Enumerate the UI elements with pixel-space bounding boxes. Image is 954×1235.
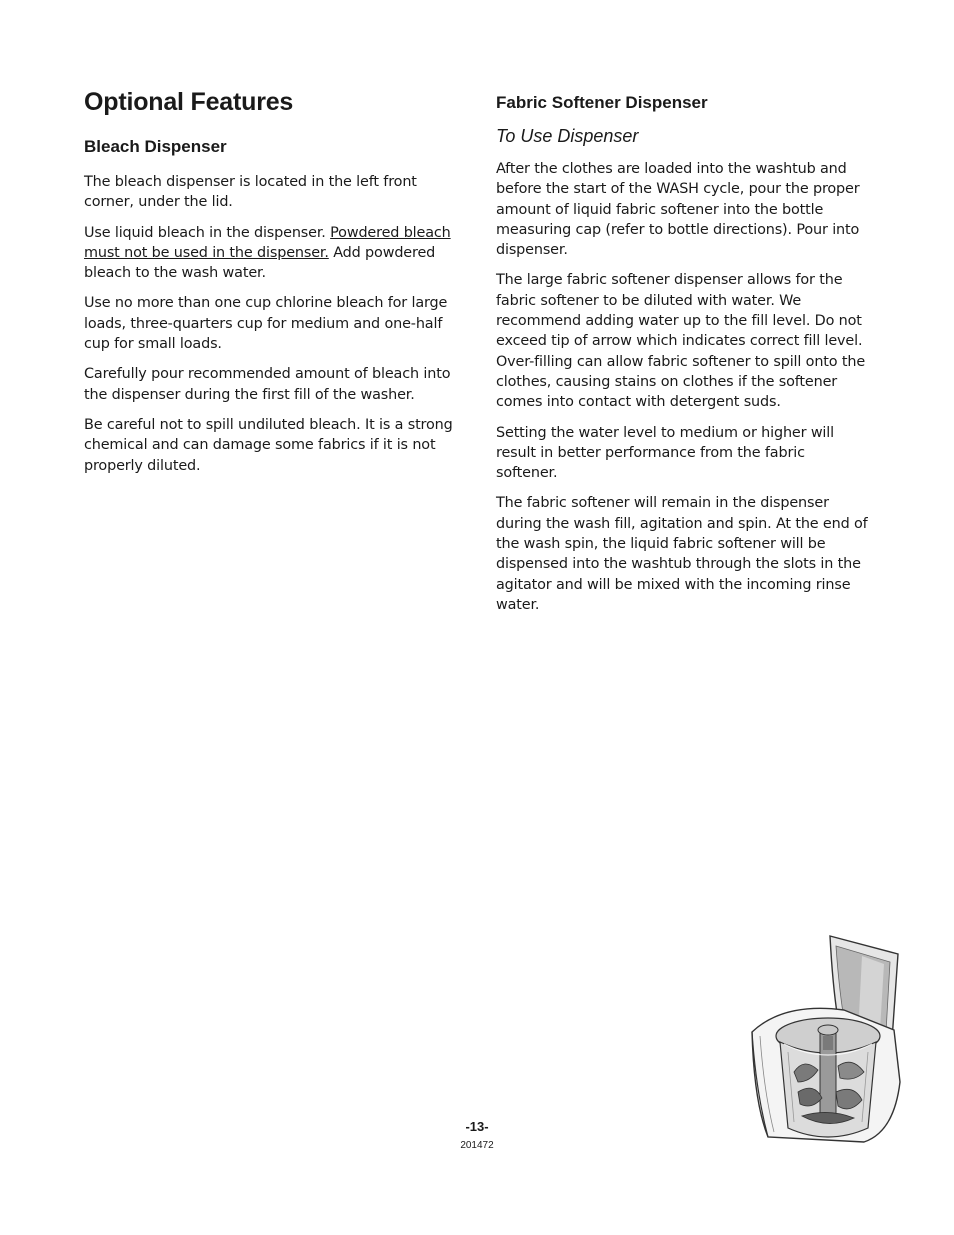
bleach-paragraph-caution: Be careful not to spill undiluted bleach. It is a strong chemical and can damage some fabrics if it is not properly diluted. [84, 416, 453, 474]
page-number: -13- [465, 1119, 489, 1134]
bleach-paragraph-pouring: Carefully pour recommended amount of bleach into the dispenser during the first fill of the washer. [84, 366, 451, 403]
bleach-paragraph-amounts: Use no more than one cup chlorine bleach for large loads, three-quarters cup for medium and one-half cup for small loads. [84, 295, 448, 353]
bleach-warning-underlined: Powdered bleach must not be used in the dispenser. [84, 224, 451, 261]
bleach-powder-text: Add powdered bleach to the wash water. [84, 244, 436, 282]
softener-paragraph-water-level: Setting the water level to medium or higher will result in better performance from the fabric softener. [496, 424, 834, 482]
washer-open-lid-icon [744, 932, 904, 1147]
bleach-dispenser-heading: Bleach Dispenser [84, 137, 227, 156]
fabric-softener-section [496, 93, 868, 625]
bleach-liquid-text: Use liquid bleach in the dispenser. [84, 224, 331, 241]
bleach-paragraph-liquid [84, 223, 456, 284]
page-title: Optional Features [84, 88, 294, 116]
bleach-paragraph-location: The bleach dispenser is located in the left front corner, under the lid. [84, 174, 417, 211]
to-use-dispenser-subheading: To Use Dispenser [496, 126, 639, 146]
softener-paragraph-dilution: The large fabric softener dispenser allows for the fabric softener to be diluted with water. We recommend adding water up to the fill level. Do not exceed tip of arrow which indicates correct fill level. Over-filling can allow fabric softener to spill onto the clothes, causing stains on clothes if the softener comes into contact with detergent suds. [496, 272, 866, 411]
fabric-softener-heading: Fabric Softener Dispenser [496, 93, 708, 112]
softener-paragraph-dispensing: The fabric softener will remain in the dispenser during the wash fill, agitation and spin. At the end of the wash spin, the liquid fabric softener will be dispensed into the washtub through the slots in the agitator and will be mixed with the incoming rinse water. [496, 495, 868, 613]
document-code: 201472 [460, 1140, 494, 1151]
bleach-dispenser-section [84, 137, 456, 486]
softener-paragraph-loading: After the clothes are loaded into the washtub and before the start of the WASH cycle, pour the proper amount of liquid fabric softener into the bottle measuring cap (refer to bottle directions). Pour into dispenser. [496, 161, 860, 259]
